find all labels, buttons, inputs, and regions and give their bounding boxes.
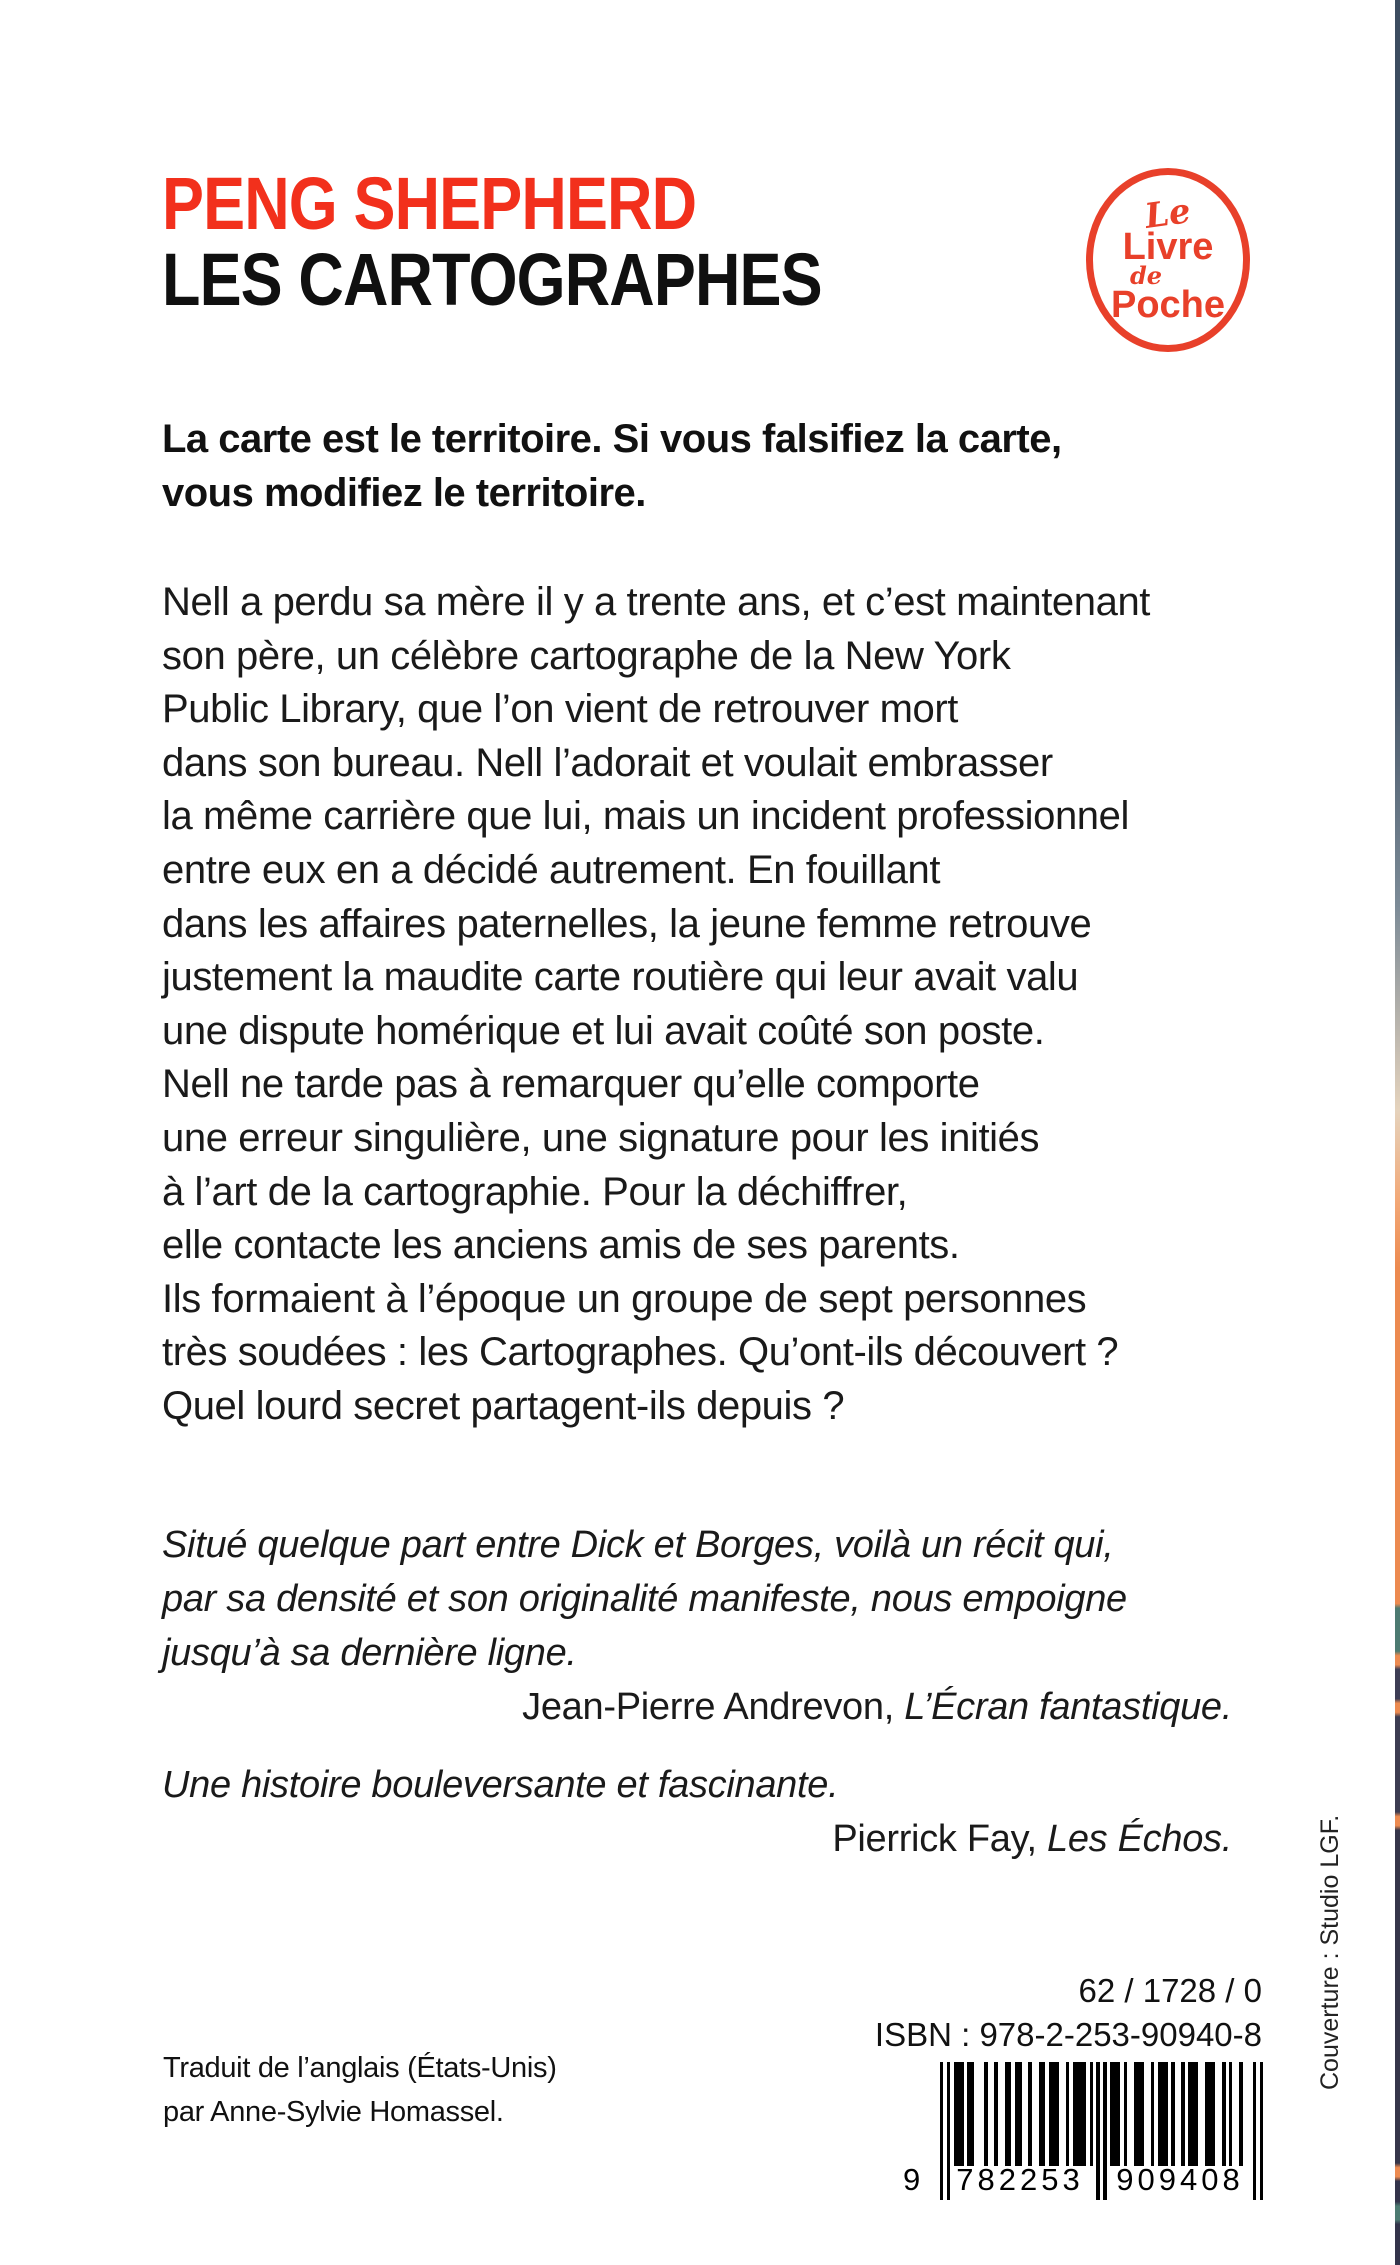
review-1-text (162, 1518, 1232, 1680)
text-line: Nell a perdu sa mère il y a trente ans, et c’est maintenant (162, 580, 1151, 624)
barcode-bar (1188, 2062, 1198, 2166)
text-line: Traduit de l’anglais (États-Unis) (163, 2052, 557, 2084)
barcode-bar (954, 2062, 964, 2166)
header (162, 162, 938, 321)
text-line: son père, un célèbre cartographe de la New York (162, 633, 1011, 678)
barcode-bar (1239, 2062, 1242, 2166)
text-line: très soudées : les Cartographes. Qu’ont-ils découvert ? (162, 1330, 1119, 1375)
barcode-bar (1260, 2062, 1263, 2200)
isbn: ISBN : 978-2-253-90940-8 (874, 2016, 1262, 2053)
barcode-bar (994, 2062, 997, 2166)
barcode-bar (940, 2062, 943, 2200)
review-quote-2 (162, 1758, 1232, 1866)
text-line: dans les affaires paternelles, la jeune femme retrouve (162, 901, 1092, 946)
barcode-bar (1028, 2062, 1031, 2166)
text-line: par sa densité et son originalité manifeste, nous empoigne (162, 1578, 1127, 1620)
text-line: Ils formaient à l’époque un groupe de sept personnes (162, 1276, 1087, 1321)
barcode-bar (1066, 2062, 1069, 2166)
text-line: jusqu’à sa dernière ligne. (162, 1632, 577, 1674)
publisher-logo (1086, 168, 1250, 352)
review-2-source-name: Pierrick Fay, (832, 1818, 1047, 1860)
barcode-digits-right: 909408 (1116, 2162, 1244, 2197)
barcode-bar (967, 2062, 974, 2166)
barcode-digits-left: 782253 (956, 2162, 1084, 2197)
text-line: Situé quelque part entre Dick et Borges, voilà un récit qui, (162, 1524, 1114, 1566)
text-line: vous modifiez le territoire. (162, 471, 646, 515)
barcode-bar (1073, 2062, 1087, 2166)
review-1-attribution (162, 1680, 1232, 1734)
text-line: par Anne-Sylvie Homassel. (163, 2096, 504, 2128)
barcode-bar (1039, 2062, 1046, 2166)
review-2-text (162, 1758, 1232, 1812)
review-2-attribution (162, 1812, 1232, 1866)
barcode-bar (1096, 2062, 1099, 2200)
barcode-bar (1015, 2062, 1022, 2166)
book-title: LES CARTOGRAPHES (162, 238, 822, 321)
tagline (162, 412, 1062, 520)
review-quote-1 (162, 1518, 1232, 1734)
text-line: Une histoire bouleversante et fascinante. (162, 1764, 839, 1806)
logo-poche: Poche (1110, 284, 1226, 326)
review-1-source-name: Jean-Pierre Andrevon, (522, 1686, 905, 1728)
barcode-bar (1134, 2062, 1144, 2166)
barcode-bar (1158, 2062, 1168, 2166)
translator-credit (163, 2046, 557, 2134)
barcode-bar (1229, 2062, 1232, 2166)
barcode-bar (1005, 2062, 1012, 2166)
barcode-bar (1222, 2062, 1225, 2166)
text-line: la même carrière que lui, mais un incident professionnel (162, 794, 1129, 839)
barcode-bar (1110, 2062, 1120, 2166)
logo-livre: Livre (1122, 226, 1214, 268)
barcode-bar (1171, 2062, 1174, 2166)
author-name: PENG SHEPHERD (162, 162, 697, 245)
barcode-bar (1049, 2062, 1059, 2166)
text-line: Quel lourd secret partagent-ils depuis ? (162, 1383, 845, 1428)
text-line: dans son bureau. Nell l’adorait et voulait embrasser (162, 740, 1053, 785)
text-line: entre eux en a décidé autrement. En fouillant (162, 847, 941, 892)
barcode-bar (1124, 2062, 1127, 2166)
barcode-bar (984, 2062, 987, 2166)
cover-edge-strip (1395, 0, 1400, 2265)
barcode-bar (1205, 2062, 1215, 2166)
barcode-bar (1181, 2062, 1184, 2166)
text-line: Public Library, que l’on vient de retrouver mort (162, 687, 958, 732)
ean13-barcode (903, 2062, 1263, 2207)
synopsis (162, 576, 1150, 1434)
review-1-source-publication: L’Écran fantastique. (904, 1686, 1232, 1728)
cover-design-credit: Couverture : Studio LGF. (1316, 1814, 1344, 2090)
logo-de: de (1129, 261, 1163, 290)
text-line: La carte est le territoire. Si vous falsifiez la carte, (162, 417, 1062, 461)
edition-code: 62 / 1728 / 0 (1078, 1972, 1262, 2009)
text-line: une erreur singulière, une signature pour les initiés (162, 1115, 1040, 1160)
barcode-bar (1090, 2062, 1093, 2166)
text-line: Nell ne tarde pas à remarquer qu’elle comporte (162, 1062, 980, 1107)
review-2-source-publication: Les Échos. (1047, 1818, 1232, 1860)
logo-le: Le (1142, 191, 1194, 237)
text-line: justement la maudite carte routière qui leur avait valu (162, 955, 1079, 1000)
barcode-bar (1151, 2062, 1154, 2166)
text-line: elle contacte les anciens amis de ses parents. (162, 1223, 960, 1268)
text-line: à l’art de la cartographie. Pour la déchiffrer, (162, 1169, 908, 1214)
text-line: une dispute homérique et lui avait coûté son poste. (162, 1008, 1045, 1053)
barcode-digit-lead: 9 (903, 2162, 921, 2197)
